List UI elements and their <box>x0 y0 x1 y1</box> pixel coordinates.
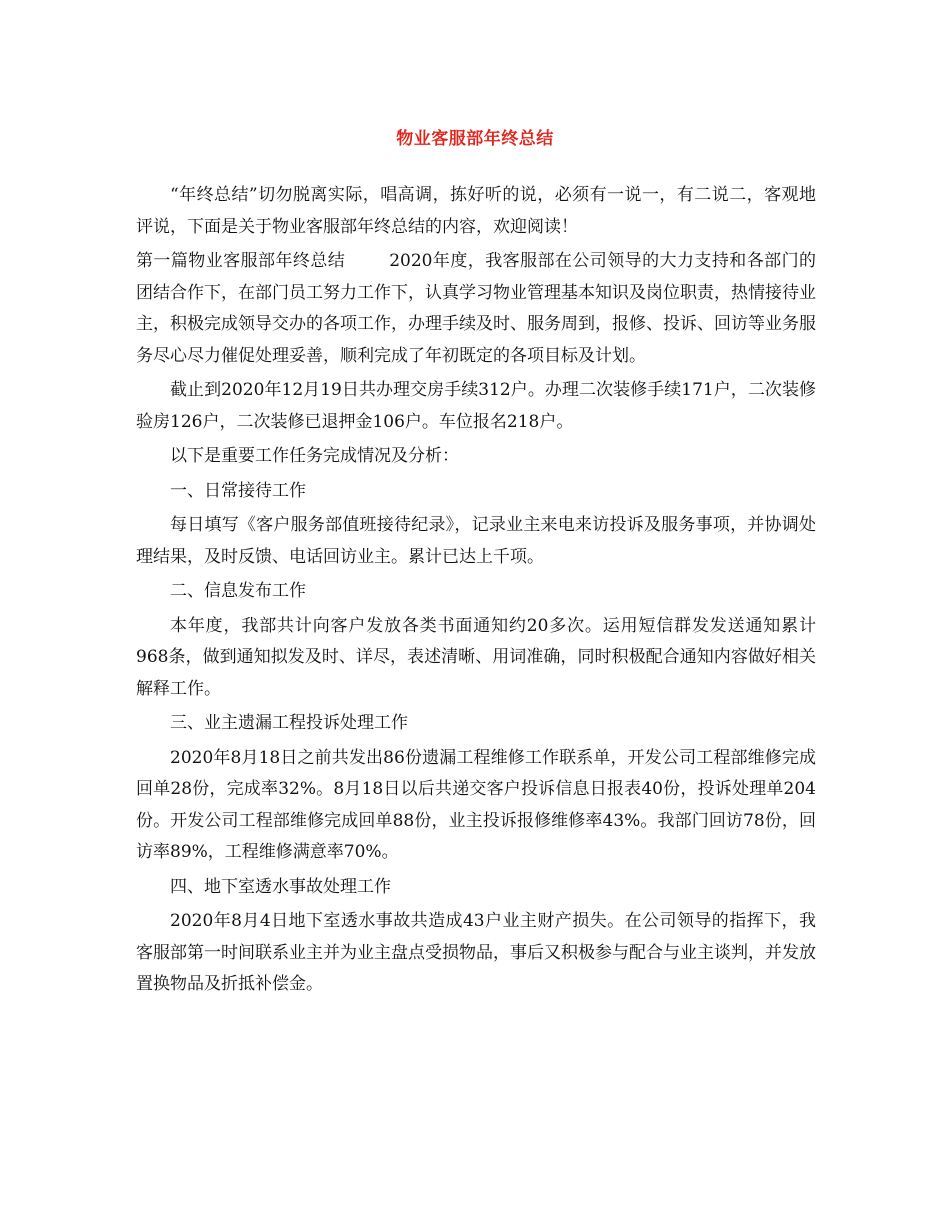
section1-heading: 一、日常接待工作 <box>170 480 306 501</box>
chapter-body: 2020年度，我客服部在公司领导的大力支持和各部门的团结合作下，在部门员工努力工作下，认真学习物业管理基本知识及岗位职责，热情接待业主，积极完成领导交办的各项工作，办理手续及时、服务周到，报修、投诉、回访等业务服务尽心尽力催促处理妥善，顺利完成了年初既定的各项目标及计划。 <box>136 251 816 366</box>
analysis-intro-paragraph: 以下是重要工作任务完成情况及分析： <box>170 446 459 466</box>
section1-body: 每日填写《客户服务部值班接待纪录》，记录业主来电来访投诉及服务事项，并协调处理结果，及时反馈、电话回访业主。累计已达上千项。 <box>136 515 816 567</box>
section3-body: 2020年8月18日之前共发出86份遗漏工程维修工作联系单，开发公司工程部维修完成回单28份，完成率32%。8月18日以后共递交客户投诉信息日报表40份，投诉处理单204份。开发公司工程部维修完成回单88份，业主投诉报修维修率43%。我部门回访78份，回访率89%，工程维修满意率70%。 <box>136 747 816 862</box>
section4-body: 2020年8月4日地下室透水事故共造成43户业主财产损失。在公司领导的指挥下，我客服部第一时间联系业主并为业主盘点受损物品，事后又积极参与配合与业主谈判，并发放置换物品及折抵补偿金。 <box>136 911 816 994</box>
chapter-title: 第一篇物业客服部年终总结 <box>136 251 346 271</box>
section2-heading: 二、信息发布工作 <box>170 581 306 601</box>
document-title: 物业客服部年终总结 <box>396 129 554 149</box>
section2-body: 本年度，我部共计向客户发放各类书面通知约20多次。运用短信群发发送通知累计968条，做到通知拟发及时、详尽，表述清晰、用词准确，同时积极配合通知内容做好相关解释工作。 <box>136 615 816 699</box>
chapter-paragraph <box>136 246 816 372</box>
section4-heading: 四、地下室透水事故处理工作 <box>170 876 391 897</box>
intro-paragraph: “年终总结”切勿脱离实际，唱高调，拣好听的说，必须有一说一，有二说二，客观地评说，下面是关于物业客服部年终总结的内容，欢迎阅读！ <box>136 185 816 237</box>
stats-paragraph: 截止到2020年12月19日共办理交房手续312户。办理二次装修手续171户，二次装修验房126户，二次装修已退押金106户。车位报名218户。 <box>136 380 816 432</box>
section3-heading: 三、业主遗漏工程投诉处理工作 <box>170 713 408 733</box>
document-body <box>136 180 816 1001</box>
